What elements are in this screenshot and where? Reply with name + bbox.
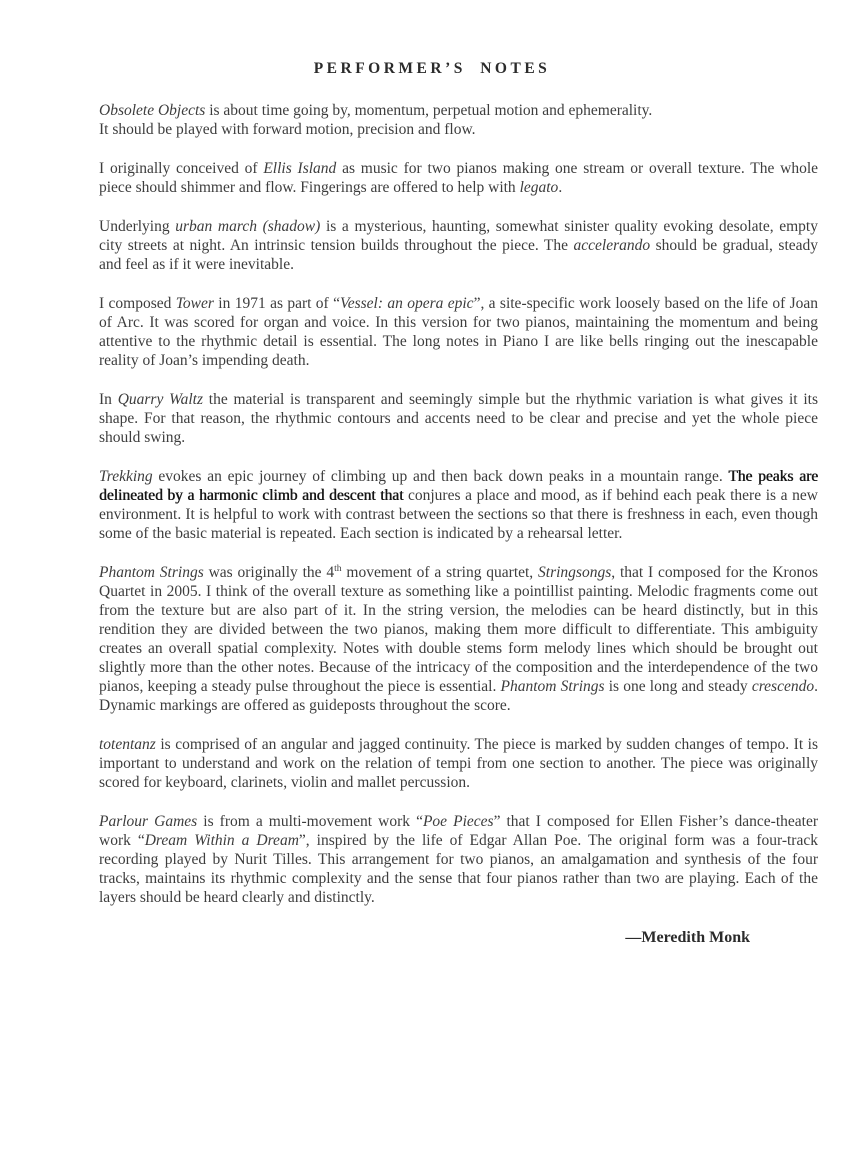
body-text-run: I composed <box>99 295 176 312</box>
paragraph <box>99 467 818 543</box>
piece-title-text: Phantom Strings <box>500 678 605 695</box>
body-text-run: is a mysterious, haunting, somewhat sinister quality evoking desolate, empty city streets at night. An intrinsic tension builds throughout the piece. The <box>99 218 818 254</box>
body-text-run: ” that I composed for Ellen Fisher’s dance-theater work “ <box>99 813 819 849</box>
body-text-run: the material is transparent and seemingly simple but the rhythmic variation is what gives it its shape. For that reason, the rhythmic contours and accents need to be clear and precise and yet the whole piece should swing. <box>99 391 818 446</box>
paragraph <box>99 294 818 370</box>
body-text-run: ”, a site-specific work loosely based on the life of Joan of Arc. It was scored for organ and voice. In this version for two pianos, maintaining the momentum and being attentive to the rhythmic detail is essential. The long notes in Piano I are like bells ringing out the inescapable reality of Joan’s impending death. <box>99 295 818 369</box>
body-text-run: should be gradual, steady and feel as if it were inevitable. <box>99 237 819 273</box>
piece-title-text: Phantom Strings <box>99 564 204 581</box>
paragraph <box>99 563 818 715</box>
piece-title-text: Poe Pieces <box>422 813 494 830</box>
paragraph <box>99 812 818 907</box>
piece-title-text: urban march (shadow) <box>175 218 321 235</box>
piece-title-text: accelerando <box>573 237 651 254</box>
body-text-run: It should be played with forward motion, precision and flow. <box>99 121 476 138</box>
notes-body <box>99 101 818 907</box>
author-signature: —Meredith Monk <box>625 929 750 946</box>
body-text-run: is about time going by, momentum, perpetual motion and ephemerality. <box>205 102 653 119</box>
paragraph <box>99 390 818 447</box>
piece-title-text: Vessel: an opera epic <box>339 295 474 312</box>
body-text-run: movement of a string quartet, <box>341 564 539 581</box>
piece-title-text: Parlour Games <box>99 813 198 830</box>
paragraph <box>99 101 818 139</box>
paragraph <box>99 217 818 274</box>
body-text-run: is comprised of an angular and jagged continuity. The piece is marked by sudden changes of tempo. It is important to understand and work on the relation of tempi from one section to another. The piece was originally scored for keyboard, clarinets, violin and mallet percussion. <box>99 736 818 791</box>
piece-title-text: Stringsongs <box>538 564 612 581</box>
page-title: PERFORMER’S NOTES <box>313 60 551 77</box>
body-text-run: is one long and steady <box>604 678 752 695</box>
body-text-run: . Dynamic markings are offered as guideposts throughout the score. <box>99 678 818 714</box>
paragraph <box>99 735 818 792</box>
body-text-run: in 1971 as part of “ <box>213 295 340 312</box>
piece-title-text: Ellis Island <box>263 160 337 177</box>
paragraph <box>99 159 818 197</box>
piece-title-text: totentanz <box>99 736 156 753</box>
body-text-run: The peaks are delineated by a harmonic climb and descent that <box>99 468 818 504</box>
piece-title-text: Obsolete Objects <box>99 102 206 119</box>
piece-title-text: Quarry Waltz <box>117 391 203 408</box>
body-text-run: as music for two pianos making one stream or overall texture. The whole piece should shimmer and flow. Fingerings are offered to help with <box>99 160 819 196</box>
piece-title-text: crescendo <box>751 678 815 695</box>
body-text-run: evokes an epic journey of climbing up and then back down peaks in a mountain range. <box>152 468 729 485</box>
piece-title-text: legato <box>519 179 559 196</box>
body-text-run: I originally conceived of <box>99 160 264 177</box>
body-text-run: conjures a place and mood, as if behind each peak there is a new environment. It is helpful to work with contrast between the sections so that there is freshness in each, even though some of the basic material is repeated. Each section is indicated by a rehearsal letter. <box>99 487 818 542</box>
piece-title-text: Tower <box>175 295 214 312</box>
body-text-run: Underlying <box>99 218 176 235</box>
body-text-run: th <box>334 562 342 574</box>
piece-title-text: Trekking <box>99 468 153 485</box>
body-text-run: . <box>558 179 563 196</box>
body-text-run: , that I composed for the Kronos Quartet in 2005. I think of the overall texture as something like a pointillist painting. Melodic fragments come out from the texture but are also part of it. In the string version, the melodies can be heard distinctly, but in this rendition they are divided between the two pianos, making them more difficult to differentiate. This ambiguity creates an overall spatial complexity. Notes with double stems form melody lines which should be brought out slightly more than the other notes. Because of the intricacy of the composition and the interdependence of the two pianos, keeping a steady pulse throughout the piece is essential. <box>99 564 818 695</box>
piece-title-text: Dream Within a Dream <box>144 832 299 849</box>
body-text-run: ”, inspired by the life of Edgar Allan Poe. The original form was a four-track recording played by Nurit Tilles. This arrangement for two pianos, an amalgamation and synthesis of the four tracks, maintains its rhythmic complexity and the sense that four pianos rather than two are playing. Each of the layers should be heard clearly and distinctly. <box>99 832 818 906</box>
body-text-run: is from a multi-movement work “ <box>197 813 423 830</box>
body-text-run: was originally the 4 <box>203 564 335 581</box>
body-text-run: In <box>99 391 118 408</box>
